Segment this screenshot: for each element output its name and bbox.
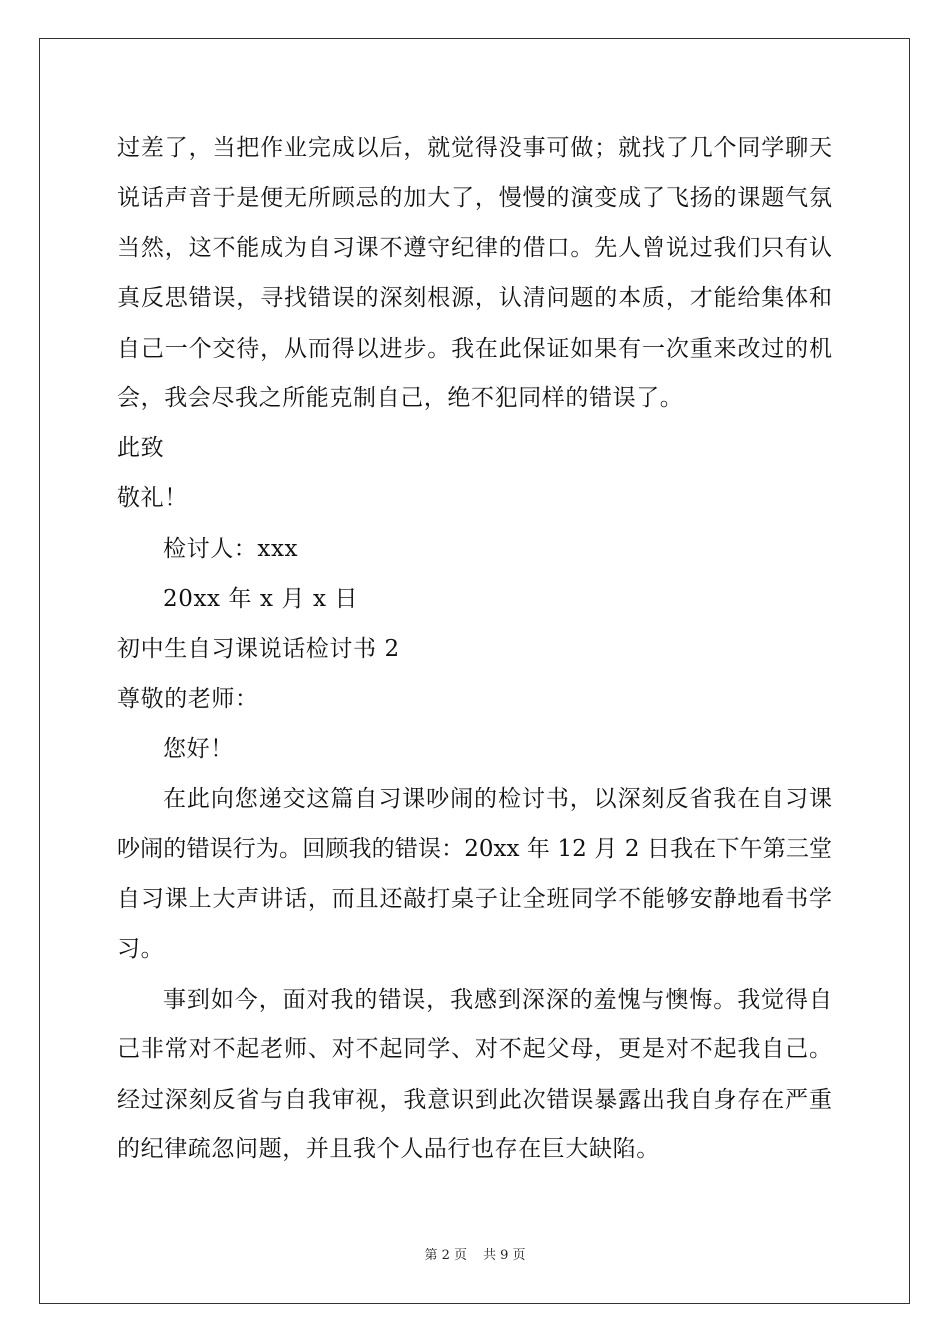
body-line-3: 当然，这不能成为自习课不遵守纪律的借口。先人曾说过我们只有认	[117, 235, 832, 261]
page-number: 第 2 页	[424, 1248, 467, 1263]
para2-line-1: 在此向您递交这篇自习课吵闹的检讨书，以深刻反省我在自习课	[163, 786, 832, 812]
para2-line-3: 自习课上大声讲话，而且还敲打桌子让全班同学不能够安静地看书学	[117, 886, 832, 912]
body-line-5: 自己一个交待，从而得以进步。我在此保证如果有一次重来改过的机	[117, 336, 832, 362]
body-line-6: 会，我会尽我之所能克制自己，绝不犯同样的错误了。	[117, 385, 684, 411]
closing-cizhi: 此致	[117, 435, 165, 461]
signature-date: 20xx 年 x 月 x 日	[163, 586, 359, 612]
para2-line-4: 习。	[117, 936, 165, 962]
para3-line-2: 己非常对不起老师、对不起同学、对不起父母，更是对不起我自己。	[117, 1036, 832, 1062]
page-footer	[0, 1248, 950, 1264]
closing-jingli: 敬礼！	[117, 485, 188, 511]
para2-line-2: 吵闹的错误行为。回顾我的错误：20xx 年 12 月 2 日我在下午第三堂	[117, 836, 832, 862]
body-line-1: 过差了，当把作业完成以后，就觉得没事可做；就找了几个同学聊天	[117, 135, 832, 161]
body-line-4: 真反思错误，寻找错误的深刻根源，认清问题的本质，才能给集体和	[117, 285, 832, 311]
greeting: 您好！	[163, 736, 234, 762]
signature-name: 检讨人：xxx	[163, 536, 299, 562]
para3-line-1: 事到如今，面对我的错误，我感到深深的羞愧与懊悔。我觉得自	[163, 987, 832, 1013]
body-line-2: 说话声音于是便无所顾忌的加大了，慢慢的演变成了飞扬的课题气氛	[117, 185, 832, 211]
para3-line-4: 的纪律疏忽问题，并且我个人品行也存在巨大缺陷。	[117, 1136, 660, 1162]
page-total: 共 9 页	[483, 1248, 526, 1263]
para3-line-3: 经过深刻反省与自我审视，我意识到此次错误暴露出我自身存在严重	[117, 1087, 832, 1113]
salutation: 尊敬的老师：	[117, 686, 259, 712]
section-title: 初中生自习课说话检讨书 2	[117, 636, 400, 662]
